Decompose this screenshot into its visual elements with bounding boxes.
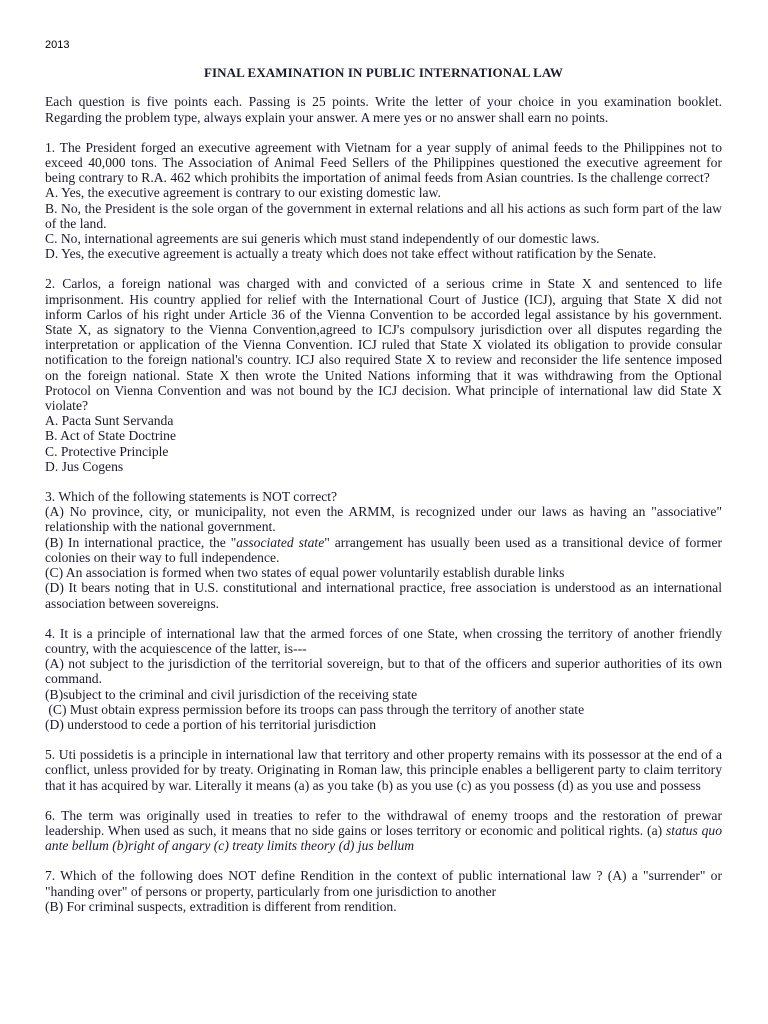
question-3-choice-b-pre: (B) In international practice, the " bbox=[45, 534, 237, 550]
question-3-text: 3. Which of the following statements is NOT correct? bbox=[45, 489, 338, 505]
question-4 bbox=[45, 626, 722, 732]
question-7-choice-b: (B) For criminal suspects, extradition is different from rendition. bbox=[45, 898, 397, 914]
question-2-text: 2. Carlos, a foreign national was charged with and convicted of a serious crime in State X and sentenced to life imprisonment. His country applied for relief with the International Court of Justice (ICJ), arguing that State X did not inform Carlos of his right under Article 36 of the Vienna Convention to be accorded legal assistance by his government. State X, as signatory to the Vienna Convention,agreed to ICJ's compulsory jurisdiction over all disputes regarding the interpretation or application of the Vienna Convention. ICJ ruled that State X violated its obligation to provide consular notification to the foreign national's country. ICJ also required State X to review and reconsider the life sentence imposed on the foreign national. State X then wrote the United Nations informing that it was withdrawing from the Optional Protocol on Vienna Convention and was not bound by the ICJ decision. What principle of international law did State X violate? bbox=[45, 276, 722, 414]
question-3 bbox=[45, 489, 722, 611]
question-3-choice-d: (D) It bears noting that in U.S. constitutional and international practice, free association is understood as an international association between sovereigns. bbox=[45, 580, 722, 611]
question-7 bbox=[45, 868, 722, 914]
instructions: Each question is five points each. Passing is 25 points. Write the letter of your choice in you examination booklet. Regarding the problem type, always explain your answer. A mere yes or no answer shall earn no points. bbox=[45, 94, 722, 125]
question-7-text: 7. Which of the following does NOT define Rendition in the context of public international law ? (A) a "surrender" or "handing over" of persons or property, particularly from one jurisdiction to another bbox=[45, 868, 722, 899]
question-3-choice-a: (A) No province, city, or municipality, not even the ARMM, is recognized under our laws as having an "associative" relationship with the national government. bbox=[45, 504, 722, 535]
question-2-choice-a: A. Pacta Sunt Servanda bbox=[45, 413, 174, 429]
question-6 bbox=[45, 808, 722, 854]
question-5 bbox=[45, 747, 722, 793]
question-1-choice-c: C. No, international agreements are sui generis which must stand independently of our domestic laws. bbox=[45, 231, 600, 247]
question-3-choice-b-post: " arrangement has usually been used as a transitional device of former colonies on their way to full independence. bbox=[45, 534, 723, 565]
question-6-choices: status quo ante bellum (b)right of angary (c) treaty limits theory (d) jus bellum bbox=[45, 822, 722, 854]
question-1-choice-a: A. Yes, the executive agreement is contrary to our existing domestic law. bbox=[45, 185, 441, 201]
question-1 bbox=[45, 140, 722, 262]
question-4-text: 4. It is a principle of international law that the armed forces of one State, when crossing the territory of another friendly country, with the acquiescence of the latter, is--- bbox=[45, 625, 722, 656]
exam-title: FINAL EXAMINATION IN PUBLIC INTERNATIONAL LAW bbox=[203, 65, 564, 81]
question-2-choice-c: C. Protective Principle bbox=[45, 443, 169, 459]
question-2-choice-d: D. Jus Cogens bbox=[45, 458, 124, 474]
question-1-choice-b: B. No, the President is the sole organ of the government in external relations and all his actions as such form part of the law of the land. bbox=[45, 200, 722, 231]
question-2-choice-b: B. Act of State Doctrine bbox=[45, 428, 176, 444]
question-2 bbox=[45, 276, 722, 474]
question-3-choice-b-italic: associated state bbox=[236, 534, 325, 550]
question-6-text bbox=[45, 808, 722, 854]
question-3-choice-b bbox=[45, 535, 722, 565]
question-6-stem: 6. The term was originally used in treaties to refer to the withdrawal of enemy troops and the restoration of prewar leadership. When used as such, it means that no side gains or loses territory or economic and political rights. (a) bbox=[45, 807, 722, 838]
question-4-choice-a: (A) not subject to the jurisdiction of the territorial sovereign, but to that of the officers and superior authorities of its own command. bbox=[45, 656, 722, 687]
question-4-choice-d: (D) understood to cede a portion of his territorial jurisdiction bbox=[45, 716, 377, 732]
question-3-choice-c: (C) An association is formed when two states of equal power voluntarily establish durable links bbox=[45, 565, 565, 581]
question-1-choice-d: D. Yes, the executive agreement is actually a treaty which does not take effect without ratification by the Senate. bbox=[45, 246, 657, 262]
exam-year: 2013 bbox=[45, 39, 70, 51]
question-4-choice-b: (B)subject to the criminal and civil jurisdiction of the receiving state bbox=[45, 686, 418, 702]
question-1-text: 1. The President forged an executive agreement with Vietnam for a year supply of animal feeds to the Philippines not to exceed 40,000 tons. The Association of Animal Feed Sellers of the Philippines questioned the executive agreement for being contrary to R.A. 462 which prohibits the importation of animal feeds from Asian countries. Is the challenge correct? bbox=[45, 139, 722, 186]
question-5-text: 5. Uti possidetis is a principle in international law that territory and other property remains with its possessor at the end of a conflict, unless provided for by treaty. Originating in Roman law, this principle enables a belligerent party to claim territory that it has acquired by war. Literally it means (a) as you take (b) as you use (c) as you possess (d) as you use and possess bbox=[45, 747, 722, 793]
question-4-choice-c: (C) Must obtain express permission before its troops can pass through the territory of another state bbox=[45, 701, 585, 717]
